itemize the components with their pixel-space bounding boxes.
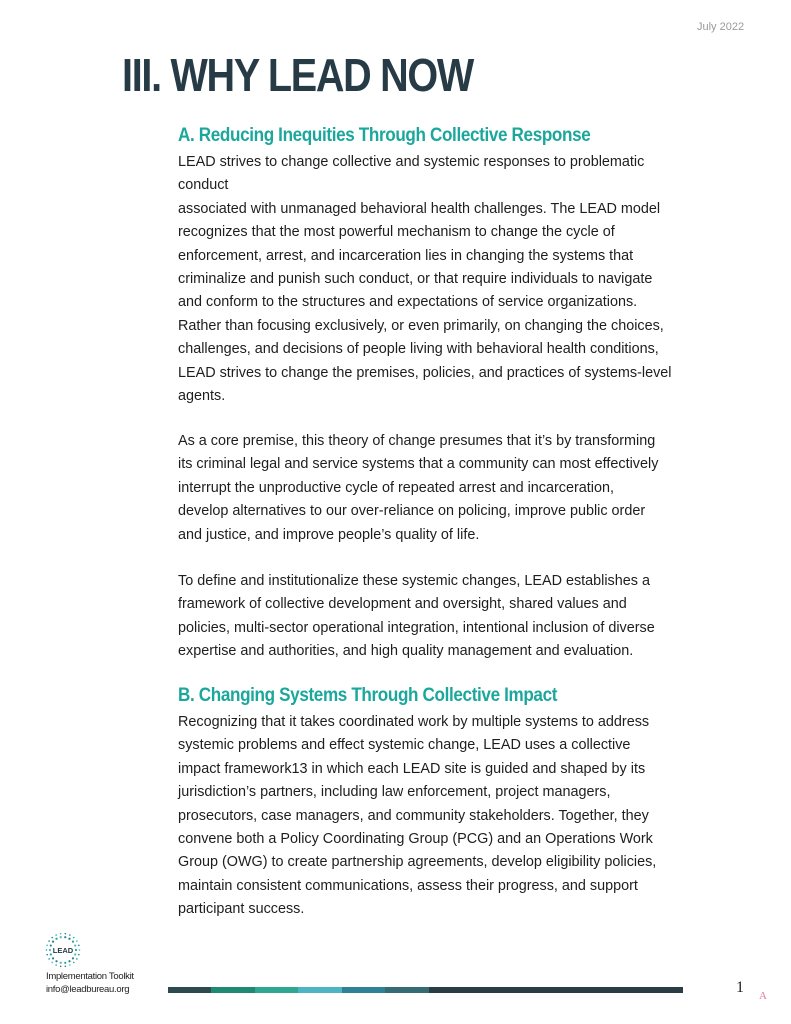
logo-dot <box>68 960 70 962</box>
logo-dot <box>46 945 48 947</box>
logo-dot <box>72 941 74 943</box>
footer-bar-segment <box>342 987 385 993</box>
logo-dot <box>73 937 75 939</box>
lead-logo-icon <box>45 932 81 968</box>
section-a-paragraph-3: To define and institutionalize these systemic changes, LEAD establishes a framework of collective development and oversight, shared values and policies, multi-sector operational integration, intentional inclusion of diverse expertise and authorities, and high quality management and evaluation. <box>178 573 655 660</box>
footer-bar-segment <box>168 987 211 993</box>
logo-dot <box>46 949 48 951</box>
logo-dot <box>64 936 66 938</box>
logo-dot <box>48 940 50 942</box>
logo-dot <box>76 940 78 942</box>
logo-dot <box>55 964 57 966</box>
logo-dot <box>65 966 67 968</box>
logo-dot <box>73 962 75 964</box>
logo-dot <box>60 962 62 964</box>
logo-dot <box>52 941 54 943</box>
page-title: III. WHY LEAD NOW <box>122 49 473 101</box>
logo-dot <box>65 933 67 935</box>
logo-dot <box>74 944 76 946</box>
date-label: July 2022 <box>697 21 745 33</box>
logo-dot <box>52 957 54 959</box>
footer-email[interactable]: info@leadbureau.org <box>46 983 130 995</box>
logo-dot <box>60 936 62 938</box>
logo-dot <box>46 954 48 956</box>
logo-dot <box>55 934 57 936</box>
logo-dot <box>60 933 62 935</box>
section-a-heading: A. Reducing Inequities Through Collective Response <box>178 125 591 146</box>
logo-dot <box>72 957 74 959</box>
logo-dot <box>60 966 62 968</box>
logo-dot <box>55 960 57 962</box>
logo-dot <box>51 937 53 939</box>
footer-toolkit-label: Implementation Toolkit <box>46 971 134 982</box>
section-b-paragraph-1: Recognizing that it takes coordinated work by multiple systems to address systemic problems and effect systemic change, LEAD uses a collective impact framework13 in which each LEAD site is guided and shaped by its jurisdiction’s partners, including law enforcement, project managers, prosecutors, case managers, and community stakeholders. Together, they convene both a Policy Coordinating Group (PCG) and an Operations Work Group (OWG) to create partnership agreements, develop eligibility policies, maintain consistent communications, assess their progress, and support participant success. <box>178 714 657 918</box>
page-number: 1 <box>736 979 744 996</box>
logo-dot <box>64 962 66 964</box>
logo-dot <box>69 964 71 966</box>
section-b-heading: B. Changing Systems Through Collective Impact <box>178 685 558 706</box>
logo-dot <box>51 962 53 964</box>
logo-dot <box>50 944 52 946</box>
footer-bar-segment <box>211 987 255 993</box>
footer-bar-segment <box>298 987 342 993</box>
corner-mark: A <box>759 990 767 1002</box>
footer-contact <box>46 971 134 996</box>
logo-text: LEAD <box>52 946 74 955</box>
logo-dot <box>48 958 50 960</box>
logo-dot <box>68 938 70 940</box>
logo-dot <box>75 949 77 951</box>
logo-dot <box>76 958 78 960</box>
logo-dot <box>55 938 57 940</box>
logo-dot <box>50 953 52 955</box>
logo-dot <box>69 934 71 936</box>
section-a-paragraph-1: LEAD strives to change collective and systemic responses to problematic conduct associated with unmanaged behavioral health challenges. The LEAD model recognizes that the most powerful mechanism to change the cycle of enforcement, arrest, and incarceration lies in changing the systems that criminalize and punish such conduct, or that require individuals to navigate and conform to the structures and expectations of service organizations. Rather than focusing exclusively, or even primarily, on changing the choices, challenges, and decisions of people living with behavioral health conditions, LEAD strives to change the premises, policies, and practices of systems-level agents. <box>178 154 672 405</box>
footer-bar-segment <box>385 987 429 993</box>
logo-dot <box>78 945 80 947</box>
logo-dot <box>49 949 51 951</box>
logo-dot <box>79 949 81 951</box>
logo-dot <box>78 954 80 956</box>
footer-bar-segment <box>255 987 298 993</box>
footer-color-bar <box>168 987 683 993</box>
section-a-paragraph-2: As a core premise, this theory of change presumes that it’s by transforming its criminal legal and service systems that a community can most effectively interrupt the unproductive cycle of repeated arrest and incarceration, develop alternatives to our over-reliance on policing, improve public order and justice, and improve people’s quality of life. <box>178 433 659 543</box>
footer-bar-segment <box>429 987 683 993</box>
logo-dot <box>74 953 76 955</box>
